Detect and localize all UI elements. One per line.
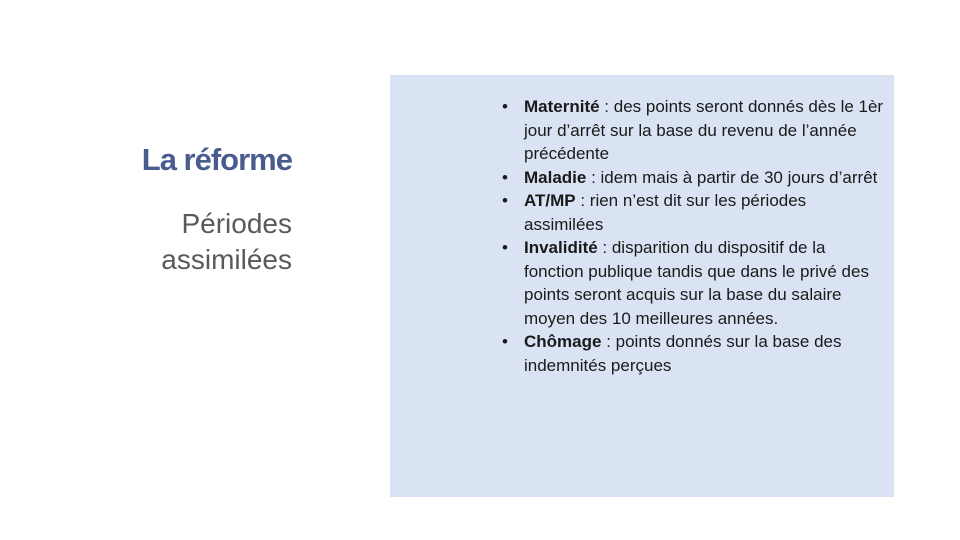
bullet-dot-icon: • <box>502 332 508 351</box>
bullet-text: : rien n’est dit sur les périodes assimilées <box>524 191 807 234</box>
bullet-item-chomage <box>498 330 886 377</box>
bullet-dot-icon: • <box>502 238 508 257</box>
bullet-text: : disparition du dispositif de la fonction publique tandis que dans le privé des points seront acquis sur la base du salaire moyen des 10 meilleures années. <box>524 238 869 328</box>
bullet-dot-icon: • <box>502 97 508 116</box>
bullet-text: : des points seront donnés dès le 1èr jour d’arrêt sur la base du revenu de l’année précédente <box>524 97 884 163</box>
bullet-term: Maladie <box>524 167 587 187</box>
slide-subtitle: Périodes assimilées <box>161 208 292 275</box>
bullet-dot-icon: • <box>502 191 508 210</box>
bullet-term: Maternité <box>524 97 600 116</box>
bullet-term: Chômage <box>524 332 602 351</box>
bullet-list <box>498 95 886 377</box>
bullet-item-maternite <box>498 95 886 166</box>
bullet-item-maladie <box>498 166 886 190</box>
bullet-text: : idem mais à partir de 30 jours d’arrêt <box>586 167 878 187</box>
bullet-item-at-mp <box>498 189 886 236</box>
bullet-item-invalidite <box>498 236 886 330</box>
content-box <box>390 75 894 497</box>
slide-title: La réforme <box>141 142 292 177</box>
left-panel <box>60 140 292 278</box>
bullet-term: Invalidité <box>524 238 598 257</box>
bullet-term: AT/MP <box>524 191 576 210</box>
bullet-dot-icon: • <box>502 167 508 187</box>
bullet-text: : points donnés sur la base des indemnités perçues <box>524 332 842 375</box>
